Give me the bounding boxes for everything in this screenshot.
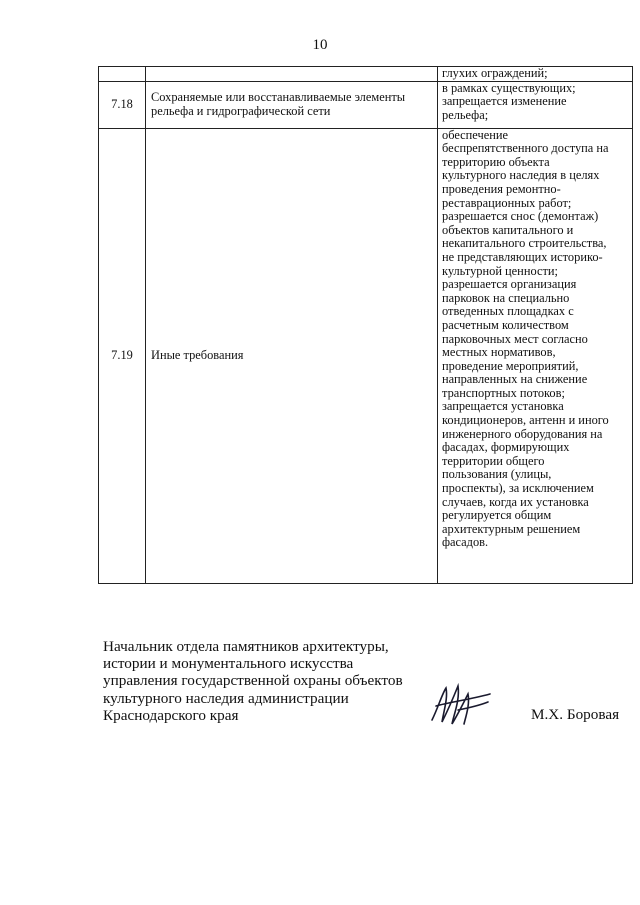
row-text-line: проспекты), за исключением: [442, 481, 594, 496]
row-text: [438, 81, 633, 128]
row-text-line: направленных на снижение: [442, 372, 588, 387]
row-name: Иные требования: [146, 128, 438, 583]
row-text-line: запрещается изменение: [442, 94, 567, 109]
row-text-line: территории общего: [442, 453, 545, 468]
table-row: [99, 128, 633, 583]
row-text-line: парковочных мест согласно: [442, 331, 588, 346]
row-text-line: разрешается организация: [442, 277, 577, 292]
row-text-line: парковок на специально: [442, 290, 570, 305]
row-text-line: фасадов.: [442, 535, 489, 550]
row-text: [438, 128, 633, 583]
table-row: [99, 81, 633, 128]
row-text-line: не представляющих историко-: [442, 249, 603, 264]
signature-position: [103, 638, 413, 724]
row-text-line: пользования (улицы,: [442, 467, 552, 482]
row-text-line: случаев, когда их установка: [442, 494, 589, 509]
page-number: 10: [312, 37, 328, 53]
row-text-line: обеспечение: [442, 127, 508, 142]
row-text-line: проведение мероприятий,: [442, 358, 579, 373]
row-text-line: архитектурным решением: [442, 521, 581, 536]
position-line: культурного наследия администрации: [103, 689, 349, 707]
row-name-line: рельефа и гидрографической сети: [151, 103, 331, 118]
row-name: [146, 67, 438, 82]
row-text-line: запрещается установка: [442, 399, 564, 414]
row-text-line: некапитального строительства,: [442, 236, 607, 251]
row-text-line: фасадах, формирующих: [442, 440, 570, 455]
row-text-line: отведенных площадках с: [442, 304, 574, 319]
requirements-table: [98, 66, 633, 584]
row-number: 7.19: [99, 128, 146, 583]
position-line: управления государственной охраны объектов: [103, 672, 403, 690]
row-number: 7.18: [99, 81, 146, 128]
table-row: [99, 67, 633, 82]
signer-name: М.Х. Боровая: [531, 706, 620, 723]
position-line: Краснодарского края: [103, 706, 239, 724]
row-text-line: в рамках существующих;: [442, 80, 576, 95]
row-text-line: культурной ценности;: [442, 263, 558, 278]
row-number: [99, 67, 146, 82]
row-text-line: транспортных потоков;: [442, 385, 565, 400]
row-text-line: расчетным количеством: [442, 317, 569, 332]
row-text-line: местных нормативов,: [442, 345, 556, 360]
row-text-line: рельефа;: [442, 107, 489, 122]
handwritten-signature: [428, 680, 492, 728]
position-line: Начальник отдела памятников архитектуры,: [103, 638, 389, 655]
row-name: [146, 81, 438, 128]
row-name-line: Сохраняемые или восстанавливаемые элементы: [151, 90, 406, 104]
row-text-line: проведения ремонтно-: [442, 181, 561, 196]
position-line: истории и монументального искусства: [103, 655, 354, 673]
row-text-line: разрешается снос (демонтаж): [442, 209, 599, 224]
row-text-line: реставрационных работ;: [442, 195, 572, 210]
row-text-line: территорию объекта: [442, 154, 550, 169]
row-text-line: объектов капитального и: [442, 222, 574, 237]
row-text-line: беспрепятственного доступа на: [442, 141, 609, 156]
row-text-line: культурного наследия в целях: [442, 168, 600, 183]
row-text-line: кондиционеров, антенн и иного: [442, 413, 609, 428]
row-text-line: регулируется общим: [442, 508, 552, 523]
row-text-line: инженерного оборудования на: [442, 426, 603, 441]
row-text: глухих ограждений;: [438, 67, 633, 82]
